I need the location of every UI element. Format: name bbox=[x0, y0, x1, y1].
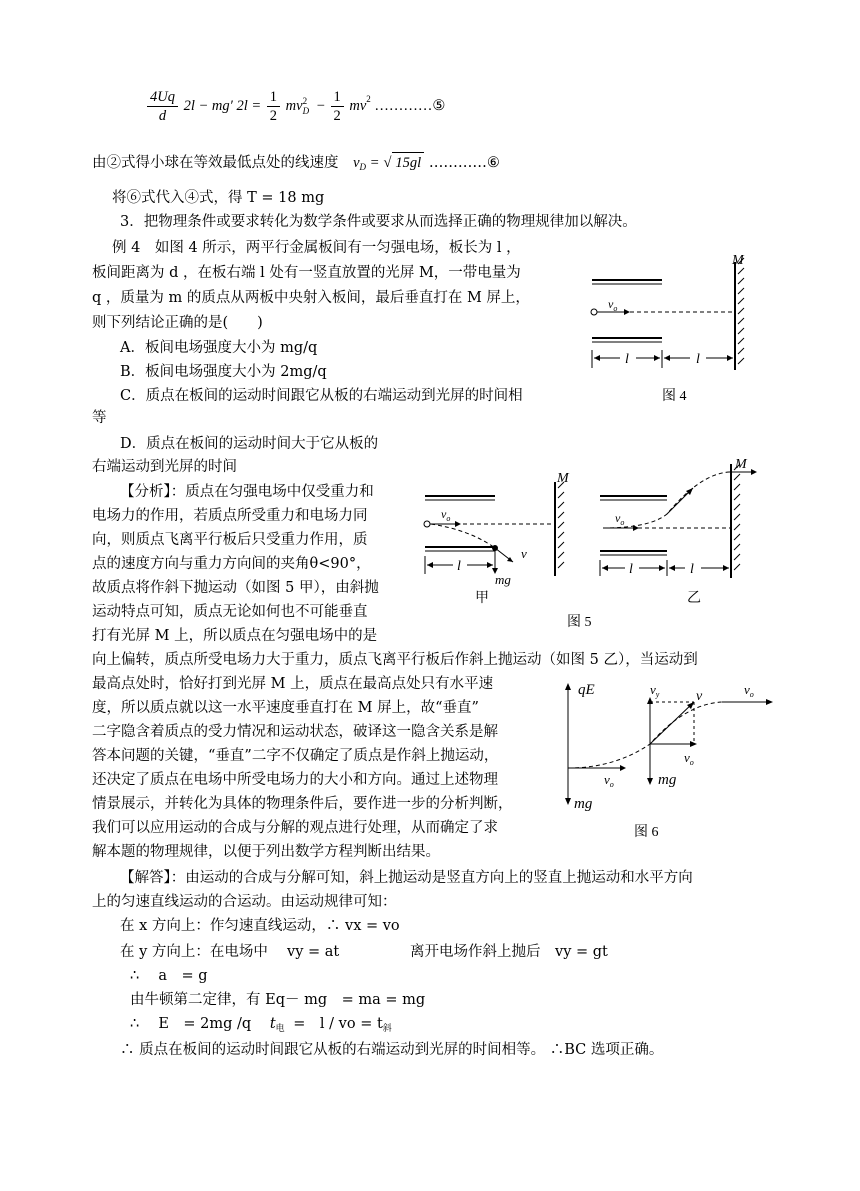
mvD: mv bbox=[285, 98, 303, 114]
analysis-line-16: 解本题的物理规律，以便于列出数学方程判断出结果。 bbox=[92, 844, 440, 860]
fig4-l1: l bbox=[625, 352, 629, 367]
fig5-right-v0: $v_o$ bbox=[615, 511, 625, 527]
fig5-right-l1: l bbox=[629, 562, 633, 577]
solution-intro-1: 【解答】：由运动的合成与分解可知，斜上抛运动是竖直方向上的竖直上抛运动和水平方向 bbox=[120, 870, 693, 886]
half-num: 1 bbox=[267, 88, 280, 107]
fraction-denominator: d bbox=[158, 108, 167, 125]
fraction-half-1 bbox=[267, 88, 280, 125]
fig5-left-v0: $v_o$ bbox=[441, 507, 451, 523]
figure-6 bbox=[560, 672, 790, 844]
solution-E: ∴ E = 2mg /q bbox=[130, 1016, 252, 1032]
figure-5 bbox=[415, 452, 765, 636]
fig5-right-label: 乙 bbox=[687, 591, 701, 606]
fig4-l2: l bbox=[696, 352, 700, 367]
fig6-v0-mid: $v_o$ bbox=[684, 750, 694, 767]
analysis-line-6: 运动特点可知，质点无论如何也不可能垂直 bbox=[92, 604, 368, 620]
fig5-left-mg: mg bbox=[495, 572, 511, 587]
example-line-3: q ，质量为 m 的质点从两板中央射入板间，最后垂直打在 M 屏上， bbox=[92, 290, 530, 306]
example-line-4: 则下列结论正确的是( ) bbox=[92, 315, 263, 331]
analysis-line-12: 答本问题的关键，“垂直”二字不仅确定了质点是作斜上抛运动， bbox=[92, 748, 499, 764]
eq5-middle: 2l − mg′ 2l = bbox=[183, 98, 262, 114]
analysis-line-3: 向，则质点飞离平行板后只受重力作用，质 bbox=[92, 532, 368, 548]
analysis-line-13: 还决定了质点在电场中所受电场力的大小和方向。通过上述物理 bbox=[92, 772, 498, 788]
analysis-line-9: 最高点处时，恰好打到光屏 M 上，质点在最高点处只有水平速 bbox=[92, 676, 494, 692]
equation-5: $\frac{4Uq}{d}$ 2l − mg′ 2l = $\frac{1}{2}$ mv 2 $_D$ − $\frac{1}{2}$ $mv^2$ …………⑤ bbox=[145, 88, 445, 125]
solution-newton: 由牛顿第二定律，有 Eq－ mg = ma = mg bbox=[130, 992, 426, 1008]
figure-4 bbox=[580, 250, 760, 410]
analysis-line-10: 度，所以质点就以这一水平速度垂直打在 M 屏上，故“垂直” bbox=[92, 700, 479, 716]
fig4-v0: $v_o$ bbox=[608, 297, 618, 313]
eq6-lhs: v bbox=[353, 155, 360, 171]
analysis-line-2: 电场力的作用，若质点所受重力和电场力同 bbox=[92, 508, 368, 524]
solution-y2: 离开电场作斜上抛后 vy = gt bbox=[410, 944, 608, 960]
fig5-right-l2: l bbox=[690, 562, 694, 577]
analysis-line-7: 打有光屏 M 上，所以质点在匀强电场中的是 bbox=[92, 628, 378, 644]
fig5-caption: 图 5 bbox=[567, 615, 592, 630]
analysis-line-11: 二字隐含着质点的受力情况和运动状态，破译这一隐含关系是解 bbox=[92, 724, 498, 740]
t-relation: = l / vo = t bbox=[293, 1016, 383, 1032]
eq6-sub: D bbox=[359, 162, 367, 172]
eq5-minus: − bbox=[316, 98, 325, 114]
eq6-root: 15gl bbox=[392, 152, 424, 173]
line-t: 将⑥式代入④式，得 T = 18 mg bbox=[112, 190, 325, 206]
eq6-eq: = bbox=[370, 155, 379, 171]
equation-6: 由②式得小球在等效最低点处的线速度 $v_D$ = √ 15gl …………⑥ bbox=[92, 152, 500, 177]
analysis-line-4: 点的速度方向与重力方向间的夹角θ<90°， bbox=[92, 556, 371, 572]
example-line-2: 板间距离为 d ，在板右端 l 处有一竖直放置的光屏 M，一带电量为 bbox=[92, 265, 521, 281]
fig6-v: v bbox=[696, 689, 703, 704]
t-sub-oblique: 斜 bbox=[382, 1024, 392, 1034]
option-d-2: 右端运动到光屏的时间 bbox=[92, 459, 237, 475]
t-sub-field: 电 bbox=[275, 1024, 285, 1034]
analysis-line-5: 故质点将作斜下抛运动（如图 5 甲），由斜抛 bbox=[92, 580, 379, 596]
eq6-text: 由②式得小球在等效最低点处的线速度 bbox=[92, 155, 339, 171]
half-num-2: 1 bbox=[331, 88, 344, 107]
option-c-1: C．质点在板间的运动时间跟它从板的右端运动到光屏的时间相 bbox=[120, 388, 523, 404]
fig4-caption: 图 4 bbox=[662, 389, 687, 404]
half-den-2: 2 bbox=[333, 108, 341, 125]
item-3: 3．把物理条件或要求转化为数学条件或要求从而选择正确的物理规律加以解决。 bbox=[120, 214, 637, 230]
fig5-left-M: M bbox=[557, 471, 569, 486]
fig6-qE: qE bbox=[578, 682, 595, 698]
solution-x: 在 x 方向上：作匀速直线运动，∴ vx = vo bbox=[120, 918, 400, 934]
fig6-mg-right: mg bbox=[658, 772, 677, 788]
fig6-mg-left: mg bbox=[574, 796, 593, 812]
fig5-left-v: v bbox=[521, 546, 527, 561]
fraction-half-2 bbox=[331, 88, 344, 125]
analysis-line-8: 向上偏转，质点所受电场力大于重力，质点飞离平行板后作斜上抛运动（如图 5 乙），当运动到 bbox=[92, 652, 698, 668]
t-symbol: t bbox=[269, 1016, 276, 1032]
fraction-numerator: 4Uq bbox=[147, 88, 178, 107]
analysis-line-15: 我们可以应用运动的合成与分解的观点进行处理，从而确定了求 bbox=[92, 820, 498, 836]
option-c-2: 等 bbox=[92, 410, 107, 426]
solution-E-line bbox=[130, 1014, 392, 1039]
option-a: A．板间电场强度大小为 mg/q bbox=[120, 340, 318, 356]
fig6-vy: $v_y$ bbox=[650, 682, 660, 699]
fig5-left-label: 甲 bbox=[475, 591, 489, 606]
fig5-left-l: l bbox=[457, 559, 461, 574]
fig5-right-M: M bbox=[735, 457, 747, 472]
fig6-v0-top: $v_o$ bbox=[744, 682, 754, 699]
solution-y1: 在 y 方向上：在电场中 vy = at bbox=[120, 944, 340, 960]
example-line-1: 例 4 如图 4 所示，两平行金属板间有一匀强电场，板长为 l ， bbox=[112, 240, 521, 256]
half-den: 2 bbox=[269, 108, 278, 125]
solution-conclusion: ∴ 质点在板间的运动时间跟它从板的右端运动到光屏的时间相等。 ∴BC 选项正确。 bbox=[120, 1042, 664, 1058]
option-d-1: D．质点在板间的运动时间大于它从板的 bbox=[120, 436, 379, 452]
eq6-tag: …………⑥ bbox=[428, 155, 500, 171]
fig6-v0-bottom: $v_o$ bbox=[604, 772, 614, 789]
solution-a: ∴ a = g bbox=[130, 968, 208, 984]
fig6-caption: 图 6 bbox=[634, 825, 659, 840]
eq5-tag: …………⑤ bbox=[374, 98, 446, 114]
solution-intro-2: 上的匀速直线运动的合运动。由运动规律可知： bbox=[92, 894, 397, 910]
option-b: B．板间电场强度大小为 2mg/q bbox=[120, 364, 327, 380]
analysis-line-1: 【分析】：质点在匀强电场中仅受重力和 bbox=[120, 484, 374, 500]
analysis-line-14: 情景展示，并转化为具体的物理条件后，要作进一步的分析判断， bbox=[92, 796, 513, 812]
mv: mv bbox=[349, 98, 367, 114]
fraction-4uq-d bbox=[147, 88, 178, 125]
fig4-M: M bbox=[732, 253, 744, 268]
